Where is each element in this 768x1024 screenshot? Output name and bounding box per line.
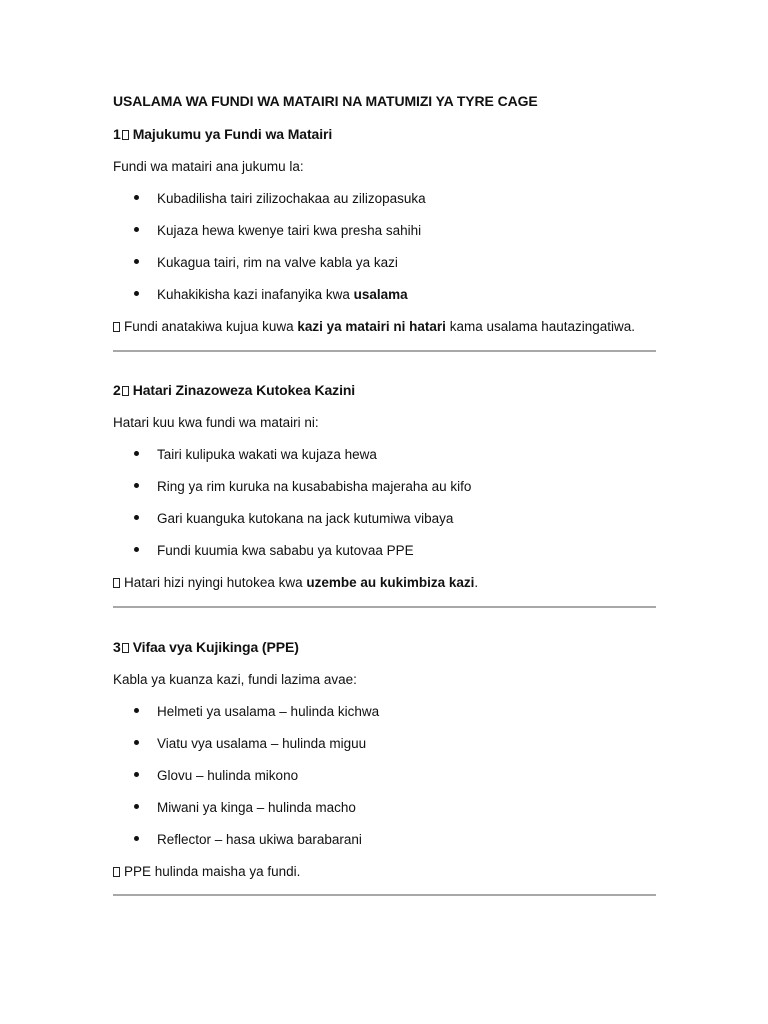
bold-emphasis: usalama	[353, 287, 408, 302]
note-glyph-icon	[113, 867, 120, 877]
section-2-intro: Hatari kuu kwa fundi wa matairi ni:	[113, 415, 319, 430]
bullet-icon	[134, 227, 139, 232]
section-title: Majukumu ya Fundi wa Matairi	[132, 126, 333, 142]
bullet-icon	[134, 547, 139, 552]
section-2-heading	[113, 382, 355, 398]
keycap-glyph-icon	[122, 643, 129, 653]
section-number: 2	[113, 382, 121, 398]
bold-emphasis: kazi ya matairi ni hatari	[297, 319, 446, 334]
list-item: Reflector – hasa ukiwa barabarani	[134, 832, 362, 847]
bullet-icon	[134, 836, 139, 841]
list-item: Kuhakikisha kazi inafanyika kwa usalama	[134, 287, 408, 302]
bullet-icon	[134, 804, 139, 809]
section-title: Vifaa vya Kujikinga (PPE)	[132, 639, 299, 655]
bullet-icon	[134, 708, 139, 713]
section-number: 3	[113, 639, 121, 655]
bold-emphasis: uzembe au kukimbiza kazi	[306, 575, 475, 590]
list-item: Glovu – hulinda mikono	[134, 768, 298, 783]
section-1-note: Fundi anatakiwa kujua kuwa kazi ya matairi ni hatari kama usalama hautazingatiwa.	[113, 319, 635, 334]
section-1-intro: Fundi wa matairi ana jukumu la:	[113, 159, 304, 174]
section-divider	[113, 894, 656, 896]
section-2-note: Hatari hizi nyingi hutokea kwa uzembe au kukimbiza kazi.	[113, 575, 478, 590]
bullet-icon	[134, 259, 139, 264]
bullet-icon	[134, 291, 139, 296]
list-item: Kujaza hewa kwenye tairi kwa presha sahihi	[134, 223, 421, 238]
list-item: Tairi kulipuka wakati wa kujaza hewa	[134, 447, 377, 462]
list-item: Kukagua tairi, rim na valve kabla ya kazi	[134, 255, 398, 270]
bullet-icon	[134, 515, 139, 520]
section-3-heading	[113, 639, 299, 655]
note-glyph-icon	[113, 578, 120, 588]
list-item: Ring ya rim kuruka na kusababisha majeraha au kifo	[134, 479, 471, 494]
section-number: 1	[113, 126, 121, 142]
section-3-intro: Kabla ya kuanza kazi, fundi lazima avae:	[113, 672, 357, 687]
keycap-glyph-icon	[122, 386, 129, 396]
list-item: Viatu vya usalama – hulinda miguu	[134, 736, 366, 751]
bullet-icon	[134, 195, 139, 200]
bullet-icon	[134, 483, 139, 488]
list-item: Gari kuanguka kutokana na jack kutumiwa vibaya	[134, 511, 453, 526]
list-item: Kubadilisha tairi zilizochakaa au zilizopasuka	[134, 191, 426, 206]
section-title: Hatari Zinazoweza Kutokea Kazini	[132, 382, 356, 398]
section-divider	[113, 350, 656, 352]
section-divider	[113, 606, 656, 608]
bullet-icon	[134, 740, 139, 745]
bullet-icon	[134, 772, 139, 777]
list-item: Miwani ya kinga – hulinda macho	[134, 800, 356, 815]
note-glyph-icon	[113, 322, 120, 332]
section-3-note: PPE hulinda maisha ya fundi.	[113, 864, 300, 879]
section-1-heading	[113, 126, 332, 142]
list-item: Fundi kuumia kwa sababu ya kutovaa PPE	[134, 543, 414, 558]
document-title: USALAMA WA FUNDI WA MATAIRI NA MATUMIZI YA TYRE CAGE	[113, 93, 538, 109]
list-item: Helmeti ya usalama – hulinda kichwa	[134, 704, 379, 719]
keycap-glyph-icon	[122, 130, 129, 140]
bullet-icon	[134, 451, 139, 456]
